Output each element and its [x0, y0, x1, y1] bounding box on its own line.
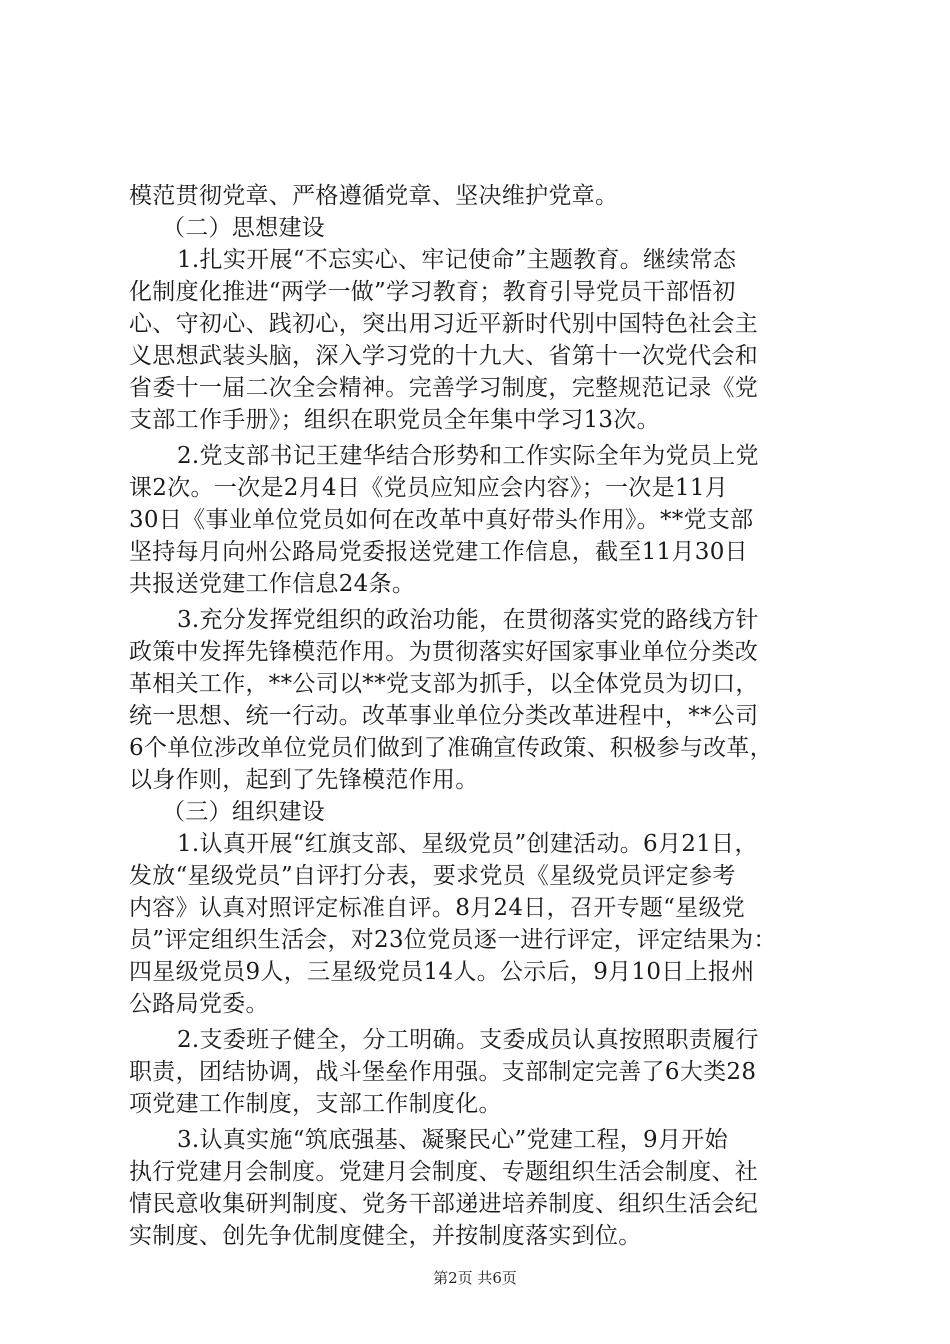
text-line: 2.支委班子健全，分工明确。支委成员认真按照职责履行 [177, 1027, 759, 1053]
text-line: 共报送党建工作信息24条。 [129, 571, 416, 597]
text-line: 项党建工作制度，支部工作制度化。 [129, 1091, 502, 1117]
text-line: 公路局党委。 [129, 991, 269, 1017]
section-heading: （三）组织建设 [162, 799, 326, 825]
text-line: 2.党支部书记王建华结合形势和工作实际全年为党员上党 [177, 443, 759, 469]
text-line: 课2次。一次是2月4日《党员应知应会内容》；一次是11月 [129, 475, 729, 501]
text-line: 3.充分发挥党组织的政治功能，在贯彻落实党的路线方针 [177, 607, 759, 633]
text-line: 心、守初心、践初心，突出用习近平新时代别中国特色社会主 [129, 311, 759, 337]
section-heading: （二）思想建设 [162, 215, 326, 241]
text-line: 化制度化推进“两学一做”学习教育；教育引导党员干部悟初 [129, 279, 736, 305]
text-line: 情民意收集研判制度、党务干部递进培养制度、组织生活会纪 [129, 1191, 759, 1217]
text-line: 革相关工作，**公司以**党支部为抓手，以全体党员为切口， [129, 671, 759, 697]
text-line: 统一思想、统一行动。改革事业单位分类改革进程中，**公司 [129, 703, 759, 729]
text-line: 30日《事业单位党员如何在改革中真好带头作用》。**党支部 [129, 507, 754, 533]
page-number-footer: 第2页 共6页 [433, 1269, 517, 1287]
text-line: 政策中发挥先锋模范作用。为贯彻落实好国家事业单位分类改 [129, 639, 759, 665]
text-line: 坚持每月向州公路局党委报送党建工作信息，截至11月30日 [129, 539, 748, 565]
text-line: 职责，团结协调，战斗堡垒作用强。支部制定完善了6大类28 [129, 1059, 757, 1085]
text-line: 四星级党员9人，三星级党员14人。公示后，9月10日上报州 [129, 959, 755, 985]
text-line: 1.认真开展“红旗支部、星级党员”创建活动。6月21日， [177, 831, 758, 857]
text-line: 3.认真实施“筑底强基、凝聚民心”党建工程，9月开始 [177, 1127, 728, 1153]
text-line: 内容》认真对照评定标准自评。8月24日，召开专题“星级党 [129, 895, 746, 921]
text-line: 1.扎实开展“不忘实心、牢记使命”主题教育。继续常态 [177, 247, 737, 273]
text-line: 6个单位涉改单位党员们做到了准确宣传政策、积极参与改革， [129, 735, 774, 761]
text-line: 模范贯彻党章、严格遵循党章、坚决维护党章。 [129, 183, 619, 209]
text-line: 义思想武装头脑，深入学习党的十九大、省第十一次党代会和 [129, 343, 759, 369]
text-line: 省委十一届二次全会精神。完善学习制度，完整规范记录《党 [129, 375, 759, 401]
text-line: 支部工作手册》；组织在职党员全年集中学习13次。 [129, 407, 660, 433]
text-line: 员”评定组织生活会，对23位党员逐一进行评定，评定结果为： [129, 927, 777, 953]
text-line: 以身作则，起到了先锋模范作用。 [129, 767, 479, 793]
text-line: 执行党建月会制度。党建月会制度、专题组织生活会制度、社 [129, 1159, 759, 1185]
text-line: 发放“星级党员”自评打分表，要求党员《星级党员评定参考 [129, 863, 736, 889]
text-line: 实制度、创先争优制度健全，并按制度落实到位。 [129, 1223, 642, 1249]
